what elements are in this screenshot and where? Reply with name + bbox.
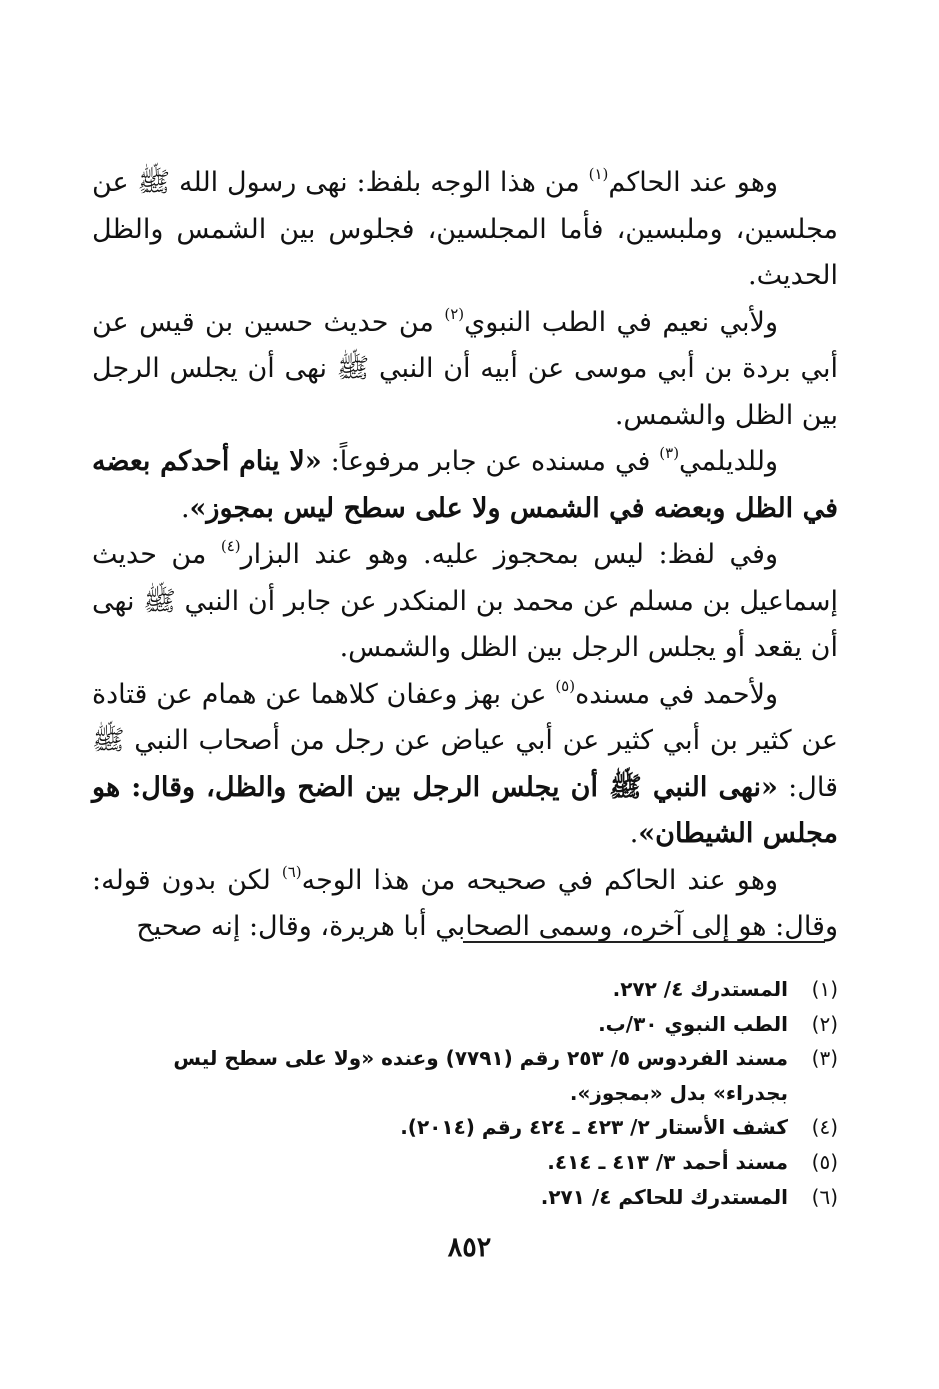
footnote-text: مسند الفردوس ٥/ ٢٥٣ رقم (٧٧٩١) وعنده «ولا على سطح ليس بجدراء» بدل «بمجوز». bbox=[173, 1046, 788, 1105]
paragraph-text: وهو عند الحاكم في صحيحه من هذا الوجه bbox=[301, 864, 778, 896]
footnote-number: (٤) bbox=[811, 1115, 838, 1140]
paragraph-text: لكن بدون قوله: وقال: هو إلى آخره، وسمى الصحابي أبا هريرة، وقال: إنه صحيح bbox=[92, 864, 838, 942]
footnote-number: (٣) bbox=[811, 1046, 838, 1071]
footnote-separator bbox=[463, 941, 825, 943]
main-text bbox=[92, 160, 838, 951]
footnote-text: الطب النبوي ٣٠/ب. bbox=[598, 1011, 788, 1036]
paragraph-4 bbox=[92, 532, 838, 672]
footnote-ref[interactable]: (٣) bbox=[659, 444, 680, 462]
footnote-item bbox=[92, 972, 838, 1007]
footnote-item bbox=[92, 1041, 838, 1110]
paragraph-text: ولأبي نعيم في الطب النبوي bbox=[464, 306, 778, 338]
paragraph-text: عن بهز وعفان كلاهما عن همام عن قتادة عن كثير بن أبي كثير عن أبي عياض عن رجل من أصحاب النبي ﷺ قال: bbox=[92, 678, 839, 803]
footnote-ref[interactable]: (٦) bbox=[281, 862, 302, 881]
footnote-number: (٢) bbox=[811, 1011, 838, 1036]
paragraph-6 bbox=[92, 858, 838, 951]
paragraph-3 bbox=[92, 439, 838, 532]
footnote-number: (٦) bbox=[811, 1184, 838, 1209]
paragraph-text: وفي لفظ: ليس بمحجوز عليه. وهو عند البزار bbox=[240, 539, 778, 570]
footnote-ref[interactable]: (٥) bbox=[555, 676, 576, 695]
footnote-item bbox=[92, 1110, 838, 1145]
paragraph-text: . bbox=[629, 818, 639, 849]
paragraph-2 bbox=[92, 300, 838, 440]
paragraph-5 bbox=[92, 672, 838, 858]
footnote-item bbox=[92, 1180, 838, 1215]
footnote-ref[interactable]: (٢) bbox=[444, 304, 465, 323]
footnote-number: (١) bbox=[811, 977, 838, 1001]
footnote-item bbox=[92, 1007, 838, 1042]
paragraph-text: ولأحمد في مسنده bbox=[575, 678, 779, 710]
paragraph-text: في مسنده عن جابر مرفوعاً: bbox=[321, 446, 660, 477]
footnote-text: المستدرك للحاكم ٤/ ٢٧١. bbox=[540, 1184, 788, 1209]
paragraph-text: . bbox=[180, 492, 190, 524]
footnote-item bbox=[92, 1145, 838, 1180]
footnotes bbox=[92, 972, 838, 1214]
paragraph-text: وللديلمي bbox=[679, 446, 778, 477]
footnote-text: كشف الأستار ٢/ ٤٢٣ ـ ٤٢٤ رقم (٢٠١٤). bbox=[400, 1115, 788, 1140]
paragraph-text: من حديث إسماعيل بن مسلم عن محمد بن المنكدر عن جابر أن النبي ﷺ نهى أن يقعد أو يجلس الرجل بين الظل والشمس. bbox=[92, 539, 838, 663]
footnote-text: مسند أحمد ٣/ ٤١٣ ـ ٤١٤. bbox=[547, 1149, 788, 1174]
paragraph-text: وهو عند الحاكم bbox=[608, 167, 779, 198]
paragraph-text: من هذا الوجه بلفظ: نهى رسول الله ﷺ عن مجلسين، وملبسين، فأما المجلسين، فجلوس بين الشمس والظل الحديث. bbox=[92, 167, 838, 291]
footnote-ref[interactable]: (١) bbox=[588, 165, 609, 183]
paragraph-1 bbox=[92, 160, 838, 300]
footnote-number: (٥) bbox=[811, 1149, 838, 1174]
hadith-quote: «لا ينام أحدكم بعضه في الظل وبعضه في الشمس ولا على سطح ليس بمجوز» bbox=[92, 446, 838, 524]
footnote-ref[interactable]: (٤) bbox=[220, 537, 241, 555]
page-number: ٨٥٢ bbox=[447, 1232, 492, 1263]
footnote-text: المستدرك ٤/ ٢٧٢. bbox=[612, 977, 788, 1001]
hadith-quote: «نهى النبي ﷺ أن يجلس الرجل بين الضح والظل، وقال: هو مجلس الشيطان» bbox=[92, 771, 838, 849]
paragraph-text: من حديث حسين بن قيس عن أبي بردة بن أبي موسى عن أبيه أن النبي ﷺ نهى أن يجلس الرجل بين الظل والشمس. bbox=[92, 306, 838, 431]
